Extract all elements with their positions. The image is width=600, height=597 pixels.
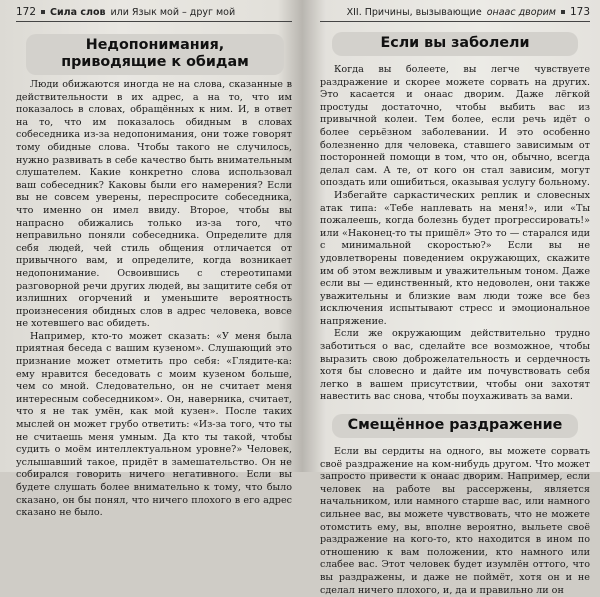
left-section-heading xyxy=(26,34,284,75)
right-running-head xyxy=(320,6,590,22)
left-running-head xyxy=(16,6,292,22)
left-page xyxy=(0,0,302,519)
left-page-number: 172 xyxy=(16,6,37,18)
book-subtitle: или Язык мой – друг мой xyxy=(110,6,236,18)
chapter-term: онаас дворим xyxy=(486,6,556,18)
left-paragraph: Например, кто-то может сказать: «У меня была приятная беседа с вашим кузеном». Слушающий это признание может отметить про себя: «Глядите-ка: ему нравится беседовать с моим кузеном больше, чем со мной. Следовательно, он не считает меня интересным собеседником». Он, наверника, считает, что я не так умён, как мой кузен». После таких мыслей он может грубо ответить: «Из-за того, что ты не считаешь меня умным. Да кто ты такой, чтобы судить о моём интеллектуальном уровне?» Человек, услышавший такое, придёт в замешательство. Он не собирался говорить ничего негативного. Если вы будете слушать более внимательно к тому, что было сказано, он бы понял, что ничего плохого в его адрес сказано не было. xyxy=(16,330,292,519)
chapter-label: XII. Причины, вызывающие xyxy=(346,6,482,18)
square-bullet-icon xyxy=(561,10,565,14)
left-heading-line-2: приводящие к обидам xyxy=(61,54,249,70)
right-paragraph: Если же окружающим действительно трудно заботиться о вас, сделайте все возможное, чтобы выразить свою доброжелательность и сердечность хотя бы словесно и дайте им почувствовать себя легко в вашем присутствии, чтобы они захотят навестить вас снова, чтобы поухаживать за вами. xyxy=(320,328,590,403)
right-paragraph: Когда вы болеете, вы легче чувствуете раздражение и скорее можете сорвать на других. Это касается и онаас дворим. Даже лёгкой простуды достаточно, чтобы выбить вас из привычной колеи. Тем более, если речь идёт о более серьёзном заболевании. И это особенно болезненно для человека, ставшего зависимым от посторонней помощи в том, что он, обычно, всегда делал сам. А те, от кого он стал зависим, могут опоздать или ошибиться, оказывая услугу больному. xyxy=(320,64,590,189)
right-section-heading-2: Смещённое раздражение xyxy=(332,414,578,438)
left-heading-line-1: Недопонимания, xyxy=(85,37,225,53)
right-section-heading-1: Если вы заболели xyxy=(332,32,578,56)
book-title: Сила слов xyxy=(50,6,106,18)
left-paragraph: Люди обижаются иногда не на слова, сказанные в действительности в их адрес, а на то, что им показалось в словах, обращённых к ним. И, в ответ на то, что им показалось обидным в словах собеседника из-за недопонимания, они тоже говорят тому обидные слова. Чтобы такого не случилось, нужно развивать в себе качество быть внимательным слушателем. Какие конкретно слова использовал ваш собеседник? Каковы были его намерения? Если вы не совсем уверены, переспросите собеседника, что именно он имел ввиду. Второе, чтобы вы напрасно обижались только из-за того, что неправильно поняли собеседника. Определите для себя людей, чей стиль общения отличается от привычного вам, и определите, когда возникает недопонимание. Освоившись с стереотипами разговорной речи других людей, вы защитите себя от излишних огорчений и уменьшите вероятность произнесения обидных слов в адрес человека, вовсе не хотевшего вас обидеть. xyxy=(16,79,292,330)
right-page-number: 173 xyxy=(569,6,590,18)
square-bullet-icon xyxy=(41,10,45,14)
right-paragraph: Избегайте саркастических реплик и словесных атак типа: «Тебе наплевать на меня!», или «Ты пожалеешь, когда болезнь будет прогрессировать!» или «Наконец-то ты пришёл» Это то — старался иди с минимальной скоростью?» Если вы не удовлетворены поведением окружающих, скажите им об этом вежливым и уважительным тоном. Даже если вы — единственный, кто недоволен, они также уважительны и близкие вам люди тоже все без исключения испытывают стресс и эмоциональное напряжение. xyxy=(320,189,590,327)
right-paragraph: Если вы сердиты на одного, вы можете сорвать своё раздражение на ком-нибудь другом. Что может запросто привести к онаас дворим. Например, если человек на работе вы рассержены, является начальником, или намного старше вас, или намного сильнее вас, вы можете чувствовать, что не можете отомстить ему, вы, вполне вероятно, выльете своё раздражение на кого-то, кто находится в ином по отношению к вам положении, кто намного или слабее вас. Этот человек будет изумлён оттого, что вы раздражены, и даже не поймёт, хотя он и не сделал ничего плохого, и, да и правильно ли он xyxy=(320,446,590,596)
right-page xyxy=(302,0,600,596)
